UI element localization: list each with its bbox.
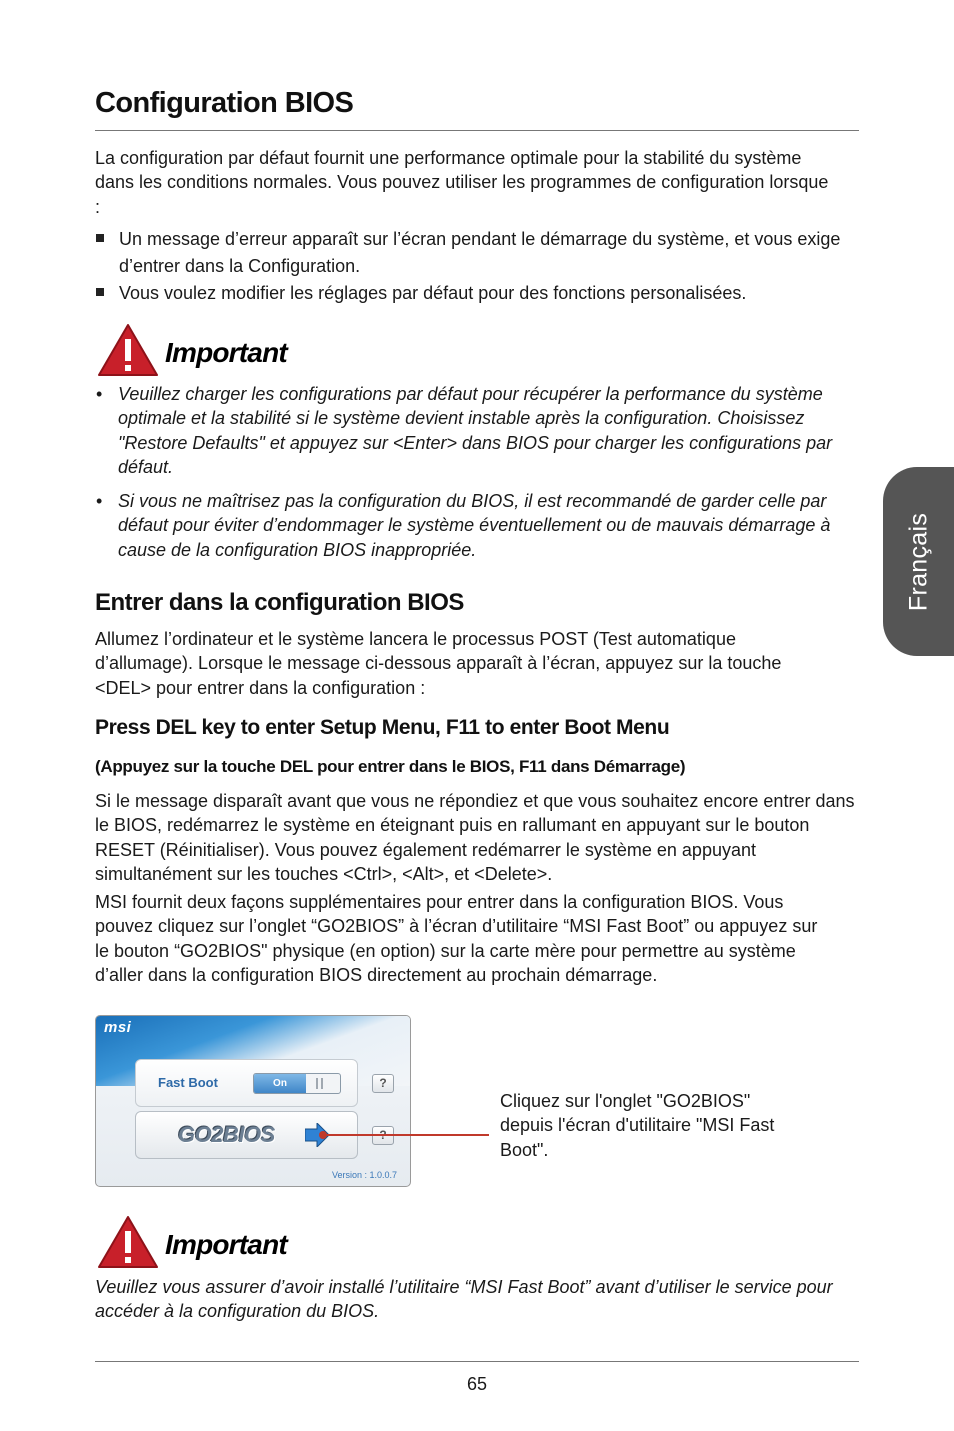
title-divider [95,130,859,131]
callout-pointer [319,1131,327,1139]
important-heading: Important [165,1229,287,1260]
list-item: Un message d’erreur apparaît sur l’écran pendant le démarrage du système, et vous exige d’entrer dans la Configuration. [96,226,859,280]
intro-paragraph: La configuration par défaut fournit une performance optimale pour la stabilité du système dans les conditions normales. Vous pouvez utiliser les programmes de configuration lorsque : [95,148,829,217]
callout-line [322,1134,489,1136]
square-bullet-icon [96,234,104,242]
go2bios-paragraph: MSI fournit deux façons supplémentaires pour entrer dans la configuration BIOS. Vous pouvez cliquez sur l’onglet “GO2BIOS” à l’écran d’utilitaire “MSI Fast Boot” ou appuyez sur le bouton “GO2BIOS" physique (en option) sur la carte mère pour permettre au système d’aller dans la configuration BIOS directement au prochain démarrage. [95,892,818,985]
list-item: • Si vous ne maîtrisez pas la configuration du BIOS, il est recommandé de garder celle par défaut pour éviter d’endommager le système éventuellement ou de mauvais démarrage à cause de la configuration BIOS inappropriée. [96,491,831,560]
post-message-translation: (Appuyez sur la touche DEL pour entrer dans le BIOS, F11 dans Démarrage) [95,757,686,776]
version-label: Version : 1.0.0.7 [332,1170,398,1180]
warning-icon [97,1215,159,1269]
list-item: Vous voulez modifier les réglages par défaut pour des fonctions personalisées. [96,280,859,307]
fast-boot-help-button[interactable]: ? [372,1074,394,1093]
msi-logo: msi [104,1019,132,1036]
fast-boot-toggle[interactable] [253,1073,341,1094]
list-item: • Veuillez charger les configurations par défaut pour récupérer la performance du système optimale et la stabilité si le système devient instable après la configuration. Choisissez "Restore Defaults" et appuyez sur <Enter> dans BIOS pour charger les configurations par défaut. [96,384,833,477]
page-title: Configuration BIOS [95,87,354,119]
warning-icon [97,323,159,377]
go2bios-label: GO2BIOS [178,1122,275,1147]
section-heading: Entrer dans la configuration BIOS [95,589,464,616]
square-bullet-icon [96,288,104,296]
page-number: 65 [466,1374,488,1394]
post-message: Press DEL key to enter Setup Menu, F11 to enter Boot Menu [95,716,670,739]
section-intro: Allumez l’ordinateur et le système lancera le processus POST (Test automatique d’allumage). Lorsque le message ci-dessous apparaît à l’écran, appuyez sur la touche <DEL> pour entrer dans la configuration : [95,629,782,698]
fast-boot-label: Fast Boot [158,1075,218,1090]
important-heading: Important [165,337,287,368]
callout-text: Cliquez sur l'onglet "GO2BIOS" depuis l'écran d'utilitaire "MSI Fast Boot". [500,1091,775,1160]
toggle-on-label: On [254,1074,306,1093]
fast-boot-panel [135,1059,358,1107]
language-tab [883,467,954,656]
footer-divider [95,1361,859,1362]
toggle-grip-icon [316,1078,318,1089]
language-tab-label: Français [904,512,932,611]
msi-fast-boot-window [95,1015,411,1187]
toggle-grip-icon [321,1078,323,1089]
restart-paragraph: Si le message disparaît avant que vous ne répondiez et que vous souhaitez encore entrer dans le BIOS, redémarrez le système en éteignant puis en rallumant en appuyant sur le bouton RESET (Réinitialiser). Vous pouvez également redémarrer le système en appuyant simultanément sur les touches <Ctrl>, <Alt>, et <Delete>. [95,791,855,884]
important-note: Veuillez vous assurer d’avoir installé l’utilitaire “MSI Fast Boot” avant d’utiliser le service pour accéder à la configuration du BIOS. [95,1277,833,1322]
